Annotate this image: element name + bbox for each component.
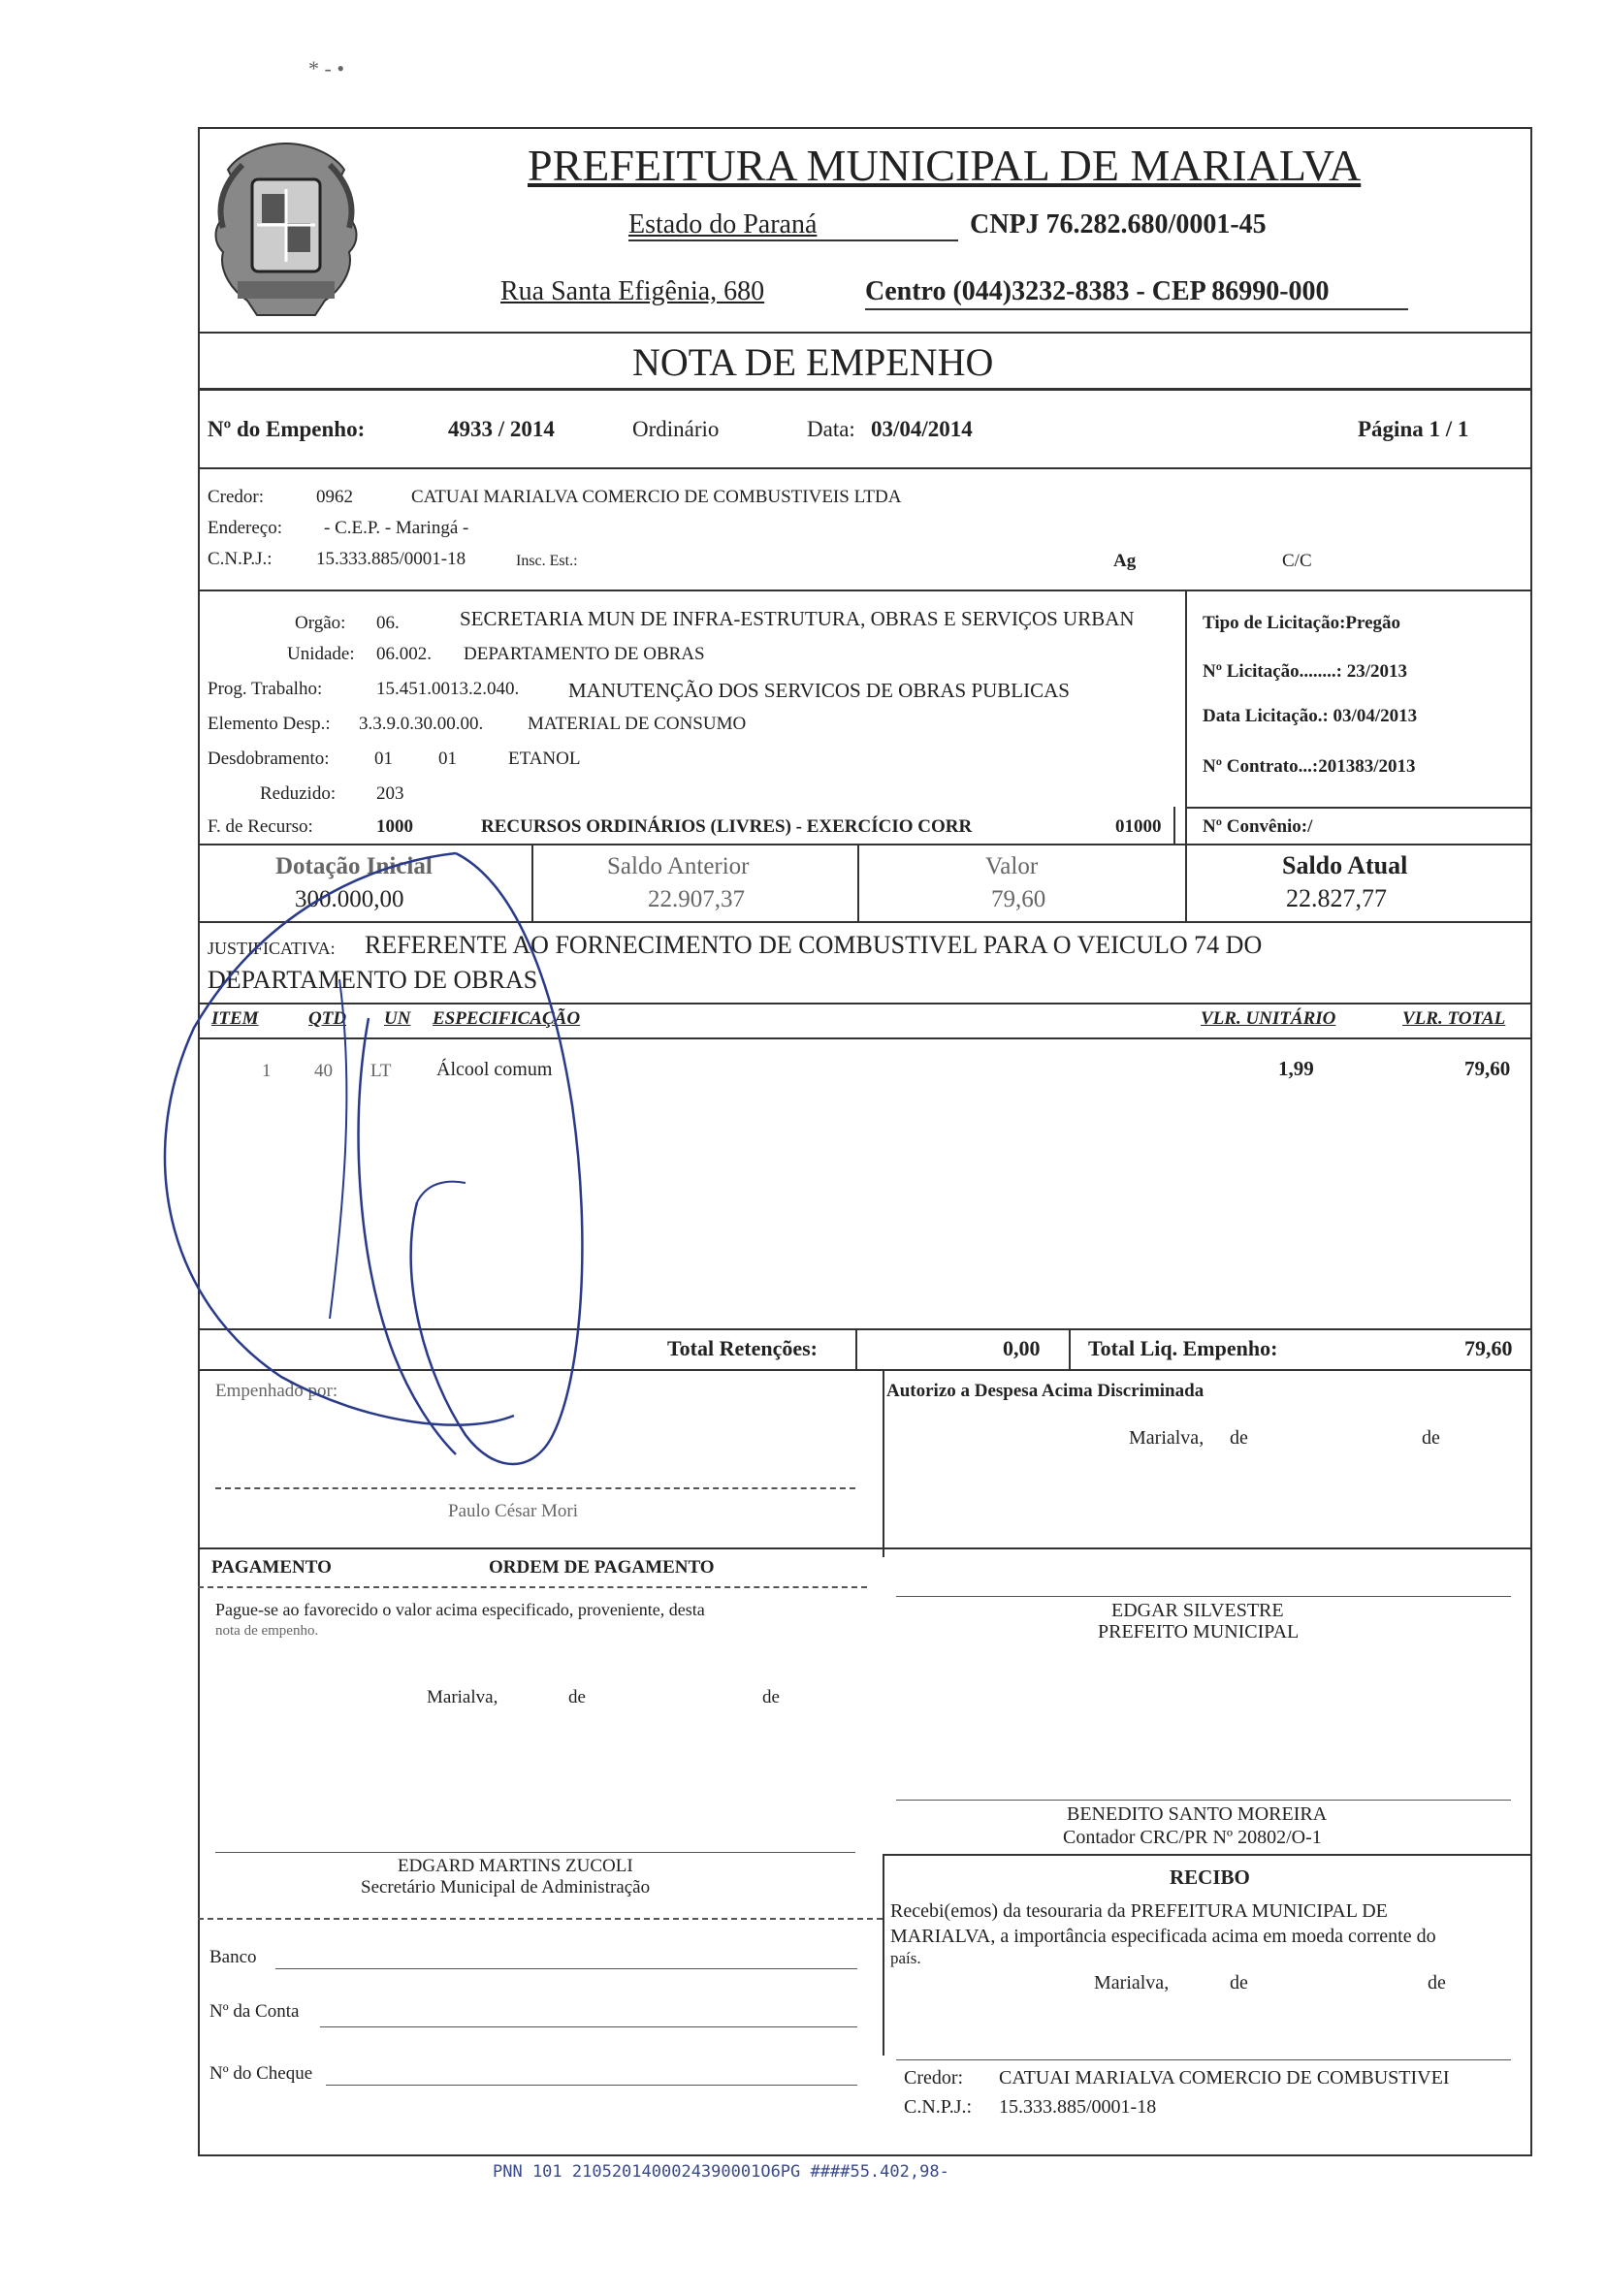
top-marks: * - •: [308, 56, 345, 80]
dotacao-label: Dotação Inicial: [275, 853, 433, 879]
handwritten-signature-icon: [145, 834, 689, 1571]
col-especificacao: ESPECIFICAÇÃO: [433, 1008, 581, 1029]
pagamento-de2: de: [762, 1687, 780, 1707]
elemento-name: MATERIAL DE CONSUMO: [528, 714, 747, 734]
row-vlr-total: 79,60: [1464, 1057, 1511, 1080]
banco-label: Banco: [209, 1947, 257, 1967]
prefeito-role: PREFEITO MUNICIPAL: [1098, 1621, 1300, 1642]
pagamento-city: Marialva,: [427, 1687, 498, 1707]
conta-label: Nº da Conta: [209, 2001, 300, 2022]
elemento-label: Elemento Desp.:: [208, 714, 331, 734]
retencoes-value: 0,00: [1003, 1336, 1041, 1360]
row-especificacao: Álcool comum: [436, 1059, 553, 1080]
recibo-city: Marialva,: [1094, 1972, 1170, 1993]
elemento-code: 3.3.9.0.30.00.00.: [359, 714, 484, 734]
reduzido-label: Reduzido:: [260, 783, 337, 804]
pagamento-label: PAGAMENTO: [211, 1557, 332, 1578]
orgao-label: Orgão:: [295, 613, 346, 633]
pagamento-de1: de: [568, 1687, 586, 1707]
cheque-label: Nº do Cheque: [209, 2063, 313, 2084]
justificativa-line1: REFERENTE AO FORNECIMENTO DE COMBUSTIVEL PARA O VEICULO 74 DO: [365, 931, 1263, 959]
header-address: Centro (044)3232-8383 - CEP 86990-000: [865, 276, 1330, 306]
liq-empenho-value: 79,60: [1464, 1336, 1513, 1360]
col-vlr-total: VLR. TOTAL: [1402, 1008, 1506, 1029]
footer-cnpj-label: C.N.P.J.:: [904, 2096, 973, 2118]
unidade-name: DEPARTAMENTO DE OBRAS: [464, 644, 705, 664]
footer-code: PNN 101 2105201400024390001O6PG ####55.402,98-: [493, 2162, 949, 2182]
row-un: LT: [370, 1061, 392, 1081]
empenhado-label: Empenhado por:: [215, 1381, 338, 1401]
credor-code: 0962: [316, 487, 353, 507]
liq-empenho-label: Total Liq. Empenho:: [1088, 1336, 1278, 1360]
endereco-label: Endereço:: [208, 518, 283, 538]
header-street: Rua Santa Efigênia, 680: [500, 276, 765, 306]
autorizo-de2: de: [1422, 1427, 1440, 1449]
orgao-code: 06.: [376, 613, 400, 633]
credor-cnpj: 15.333.885/0001-18: [316, 549, 466, 569]
numero-convenio: Nº Convênio:/: [1203, 816, 1313, 837]
valor-label: Valor: [985, 853, 1039, 879]
data-licitacao: Data Licitação.: 03/04/2013: [1203, 706, 1418, 726]
empenho-label: Nº do Empenho:: [208, 417, 366, 441]
saldo-atual-label: Saldo Atual: [1282, 851, 1408, 879]
header-cnpj: CNPJ 76.282.680/0001-45: [970, 209, 1267, 239]
ag-label: Ag: [1113, 551, 1137, 571]
state-name: Estado do Paraná: [628, 209, 818, 239]
page-title: PREFEITURA MUNICIPAL DE MARIALVA: [528, 141, 1362, 190]
row-vlr-unitario: 1,99: [1278, 1057, 1314, 1080]
empenho-number: 4933 / 2014: [448, 417, 555, 441]
credor-name: CATUAI MARIALVA COMERCIO DE COMBUSTIVEIS LTDA: [411, 487, 902, 507]
prog-name: MANUTENÇÃO DOS SERVICOS DE OBRAS PUBLICAS: [568, 679, 1070, 702]
empenho-date: 03/04/2014: [871, 417, 973, 441]
recibo-de1: de: [1230, 1972, 1248, 1993]
row-item: 1: [262, 1061, 272, 1081]
valor-value: 79,60: [991, 886, 1046, 912]
credor-label: Credor:: [208, 487, 265, 507]
secretario-role: Secretário Municipal de Administração: [361, 1877, 651, 1897]
prog-code: 15.451.0013.2.040.: [376, 679, 520, 699]
tipo-licitacao: Tipo de Licitação:Pregão: [1203, 613, 1401, 633]
contador-name: BENEDITO SANTO MOREIRA: [1067, 1803, 1328, 1825]
dotacao-value: 300.000,00: [295, 886, 404, 912]
numero-licitacao: Nº Licitação........: 23/2013: [1203, 661, 1408, 682]
fonte-code: 1000: [376, 816, 413, 837]
justificativa-line2: DEPARTAMENTO DE OBRAS: [208, 966, 538, 994]
recibo-line3: país.: [890, 1949, 921, 1967]
desdobramento-label: Desdobramento:: [208, 749, 330, 769]
autorizo-city: Marialva,: [1129, 1427, 1204, 1449]
endereco-value: - C.E.P. - Maringá -: [324, 518, 469, 538]
credor-cnpj-label: C.N.P.J.:: [208, 549, 273, 569]
insc-label: Insc. Est.:: [516, 553, 578, 569]
autorizo-title: Autorizo a Despesa Acima Discriminada: [886, 1381, 1204, 1401]
recibo-line2: MARIALVA, a importância especificada acima em moeda corrente do: [890, 1926, 1436, 1947]
fonte-number: 01000: [1115, 816, 1162, 837]
col-un: UN: [384, 1008, 411, 1029]
fonte-name: RECURSOS ORDINÁRIOS (LIVRES) - EXERCÍCIO CORR: [481, 816, 973, 837]
empenhado-name: Paulo César Mori: [448, 1501, 579, 1521]
justificativa-label: JUSTIFICATIVA:: [208, 939, 336, 958]
contador-role: Contador CRC/PR Nº 20802/O-1: [1063, 1827, 1322, 1848]
cc-label: C/C: [1282, 551, 1312, 571]
desdobramento-a: 01: [374, 749, 393, 769]
secretario-name: EDGARD MARTINS ZUCOLI: [398, 1856, 633, 1876]
date-label: Data:: [807, 417, 855, 441]
coat-of-arms-icon: [204, 136, 369, 330]
doc-title: NOTA DE EMPENHO: [632, 340, 994, 384]
footer-credor-value: CATUAI MARIALVA COMERCIO DE COMBUSTIVEI: [999, 2067, 1450, 2089]
page-number: Página 1 / 1: [1358, 417, 1469, 441]
footer-cnpj-value: 15.333.885/0001-18: [999, 2096, 1157, 2118]
row-qtd: 40: [314, 1061, 333, 1081]
col-item: ITEM: [211, 1008, 259, 1029]
recibo-title: RECIBO: [1170, 1866, 1250, 1889]
desdobramento-name: ETANOL: [508, 749, 581, 769]
prog-label: Prog. Trabalho:: [208, 679, 323, 699]
fonte-label: F. de Recurso:: [208, 816, 313, 837]
autorizo-de1: de: [1230, 1427, 1248, 1449]
desdobramento-b: 01: [438, 749, 457, 769]
empenho-type: Ordinário: [632, 417, 720, 441]
col-qtd: QTD: [308, 1008, 347, 1029]
pagamento-text1: Pague-se ao favorecido o valor acima especificado, proveniente, desta: [215, 1600, 705, 1619]
prefeito-name: EDGAR SILVESTRE: [1111, 1600, 1284, 1621]
unidade-code: 06.002.: [376, 644, 432, 664]
saldo-anterior-label: Saldo Anterior: [607, 853, 750, 879]
orgao-name: SECRETARIA MUN DE INFRA-ESTRUTURA, OBRAS E SERVIÇOS URBAN: [460, 607, 1135, 630]
numero-contrato: Nº Contrato...:201383/2013: [1203, 756, 1416, 777]
saldo-atual-value: 22.827,77: [1286, 884, 1387, 912]
ordem-pagamento: ORDEM DE PAGAMENTO: [489, 1557, 715, 1578]
recibo-line1: Recebi(emos) da tesouraria da PREFEITURA MUNICIPAL DE: [890, 1900, 1388, 1922]
unidade-label: Unidade:: [287, 644, 355, 664]
col-vlr-unitario: VLR. UNITÁRIO: [1201, 1008, 1336, 1029]
retencoes-label: Total Retenções:: [667, 1336, 818, 1360]
recibo-de2: de: [1428, 1972, 1446, 1993]
pagamento-text2: nota de empenho.: [215, 1623, 319, 1639]
footer-credor-label: Credor:: [904, 2067, 964, 2089]
reduzido-value: 203: [376, 783, 404, 804]
saldo-anterior-value: 22.907,37: [648, 886, 745, 912]
